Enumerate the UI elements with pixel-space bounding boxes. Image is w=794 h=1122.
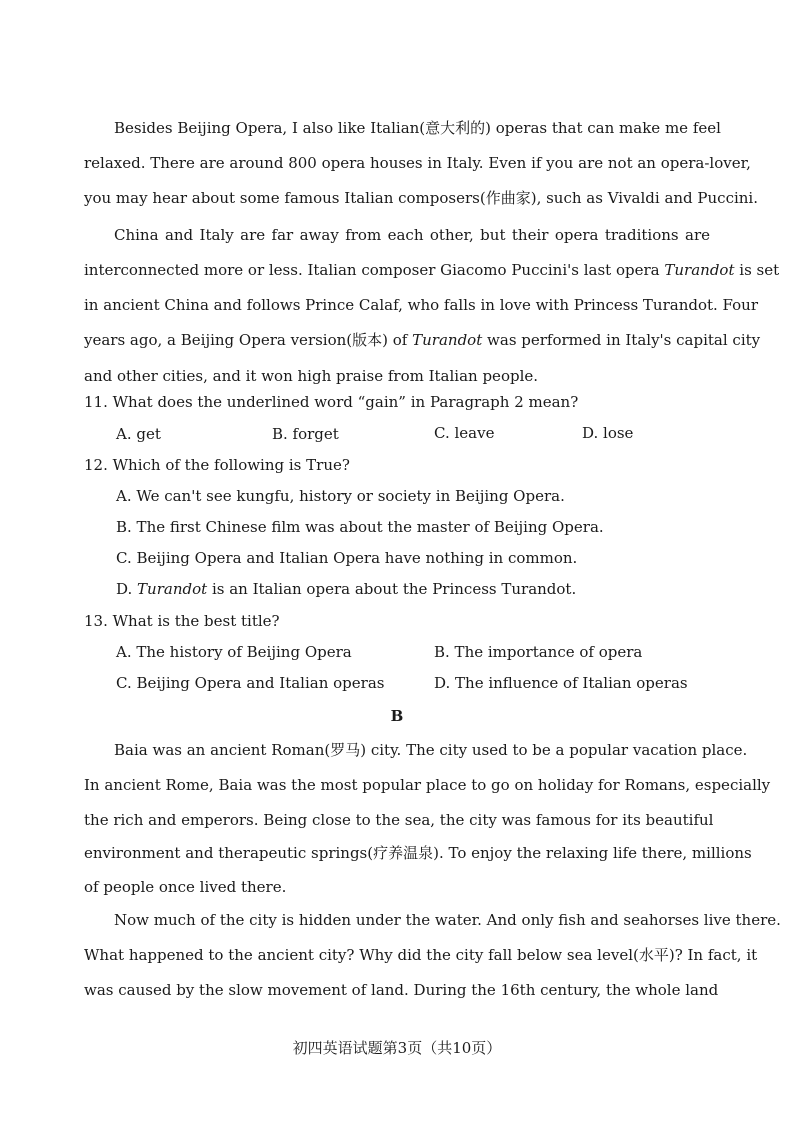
question-12-stem: 12. Which of the following is True? — [84, 456, 350, 474]
text-span: is set — [739, 261, 780, 279]
q13-option-c: C. Beijing Opera and Italian operas — [116, 674, 385, 692]
section-title: B — [390, 707, 404, 725]
paragraph-line: Besides Beijing Opera, I also like Italian(意大利的) operas that can make me feel — [114, 119, 721, 137]
opera-title: Turandot — [664, 261, 735, 279]
q11-option-d: D. lose — [582, 424, 634, 442]
paragraph-line: of people once lived there. — [84, 878, 287, 896]
question-13-stem: 13. What is the best title? — [84, 612, 280, 630]
q12-option-a: A. We can't see kungfu, history or society in Beijing Opera. — [116, 487, 565, 505]
page-footer: 初四英语试题第3页（共10页） — [292, 1039, 502, 1057]
text-span: interconnected more or less. Italian composer Giacomo Puccini's last opera — [84, 261, 660, 279]
q11-option-a: A. get — [116, 425, 161, 443]
question-11-stem: 11. What does the underlined word “gain” in Paragraph 2 mean? — [84, 393, 579, 411]
option-text: is an Italian opera about the Princess Turandot. — [211, 580, 577, 598]
opera-title: Turandot — [137, 580, 208, 598]
paragraph-line: was caused by the slow movement of land. During the 16th century, the whole land — [84, 981, 719, 999]
q12-option-b: B. The first Chinese film was about the master of Beijing Opera. — [116, 518, 604, 536]
paragraph-line: and other cities, and it won high praise from Italian people. — [84, 367, 539, 385]
paragraph-line: In ancient Rome, Baia was the most popular place to go on holiday for Romans, especially — [84, 776, 771, 794]
paragraph-line: you may hear about some famous Italian composers(作曲家), such as Vivaldi and Puccini. — [84, 189, 758, 207]
q13-option-b: B. The importance of opera — [434, 643, 643, 661]
q12-option-c: C. Beijing Opera and Italian Opera have nothing in common. — [116, 549, 578, 567]
paragraph-line: environment and therapeutic springs(疗养温泉). To enjoy the relaxing life there, millions — [84, 844, 752, 862]
option-letter: D. — [116, 580, 133, 598]
paragraph-line: relaxed. There are around 800 opera houses in Italy. Even if you are not an opera-lover, — [84, 154, 751, 172]
paragraph-line — [84, 330, 761, 350]
opera-title: Turandot — [412, 331, 483, 349]
paragraph-line: in ancient China and follows Prince Calaf, who falls in love with Princess Turandot. Four — [84, 296, 759, 314]
paragraph-line: What happened to the ancient city? Why did the city fall below sea level(水平)? In fact, it — [84, 946, 758, 964]
q13-option-a: A. The history of Beijing Opera — [116, 643, 352, 661]
q11-option-c: C. leave — [434, 424, 495, 442]
paragraph-line: China and Italy are far away from each other, but their opera traditions are — [114, 226, 710, 244]
q11-option-b: B. forget — [272, 425, 339, 443]
paragraph-line — [84, 260, 780, 280]
paragraph-line: the rich and emperors. Being close to the sea, the city was famous for its beautiful — [84, 811, 714, 829]
text-span: years ago, a Beijing Opera version(版本) of — [84, 331, 408, 349]
text-span: was performed in Italy's capital city — [487, 331, 761, 349]
paragraph-line: Now much of the city is hidden under the water. And only fish and seahorses live there. — [114, 911, 781, 929]
paragraph-line: Baia was an ancient Roman(罗马) city. The city used to be a popular vacation place. — [114, 741, 748, 759]
q13-option-d: D. The influence of Italian operas — [434, 674, 688, 692]
q12-option-d — [116, 579, 576, 599]
